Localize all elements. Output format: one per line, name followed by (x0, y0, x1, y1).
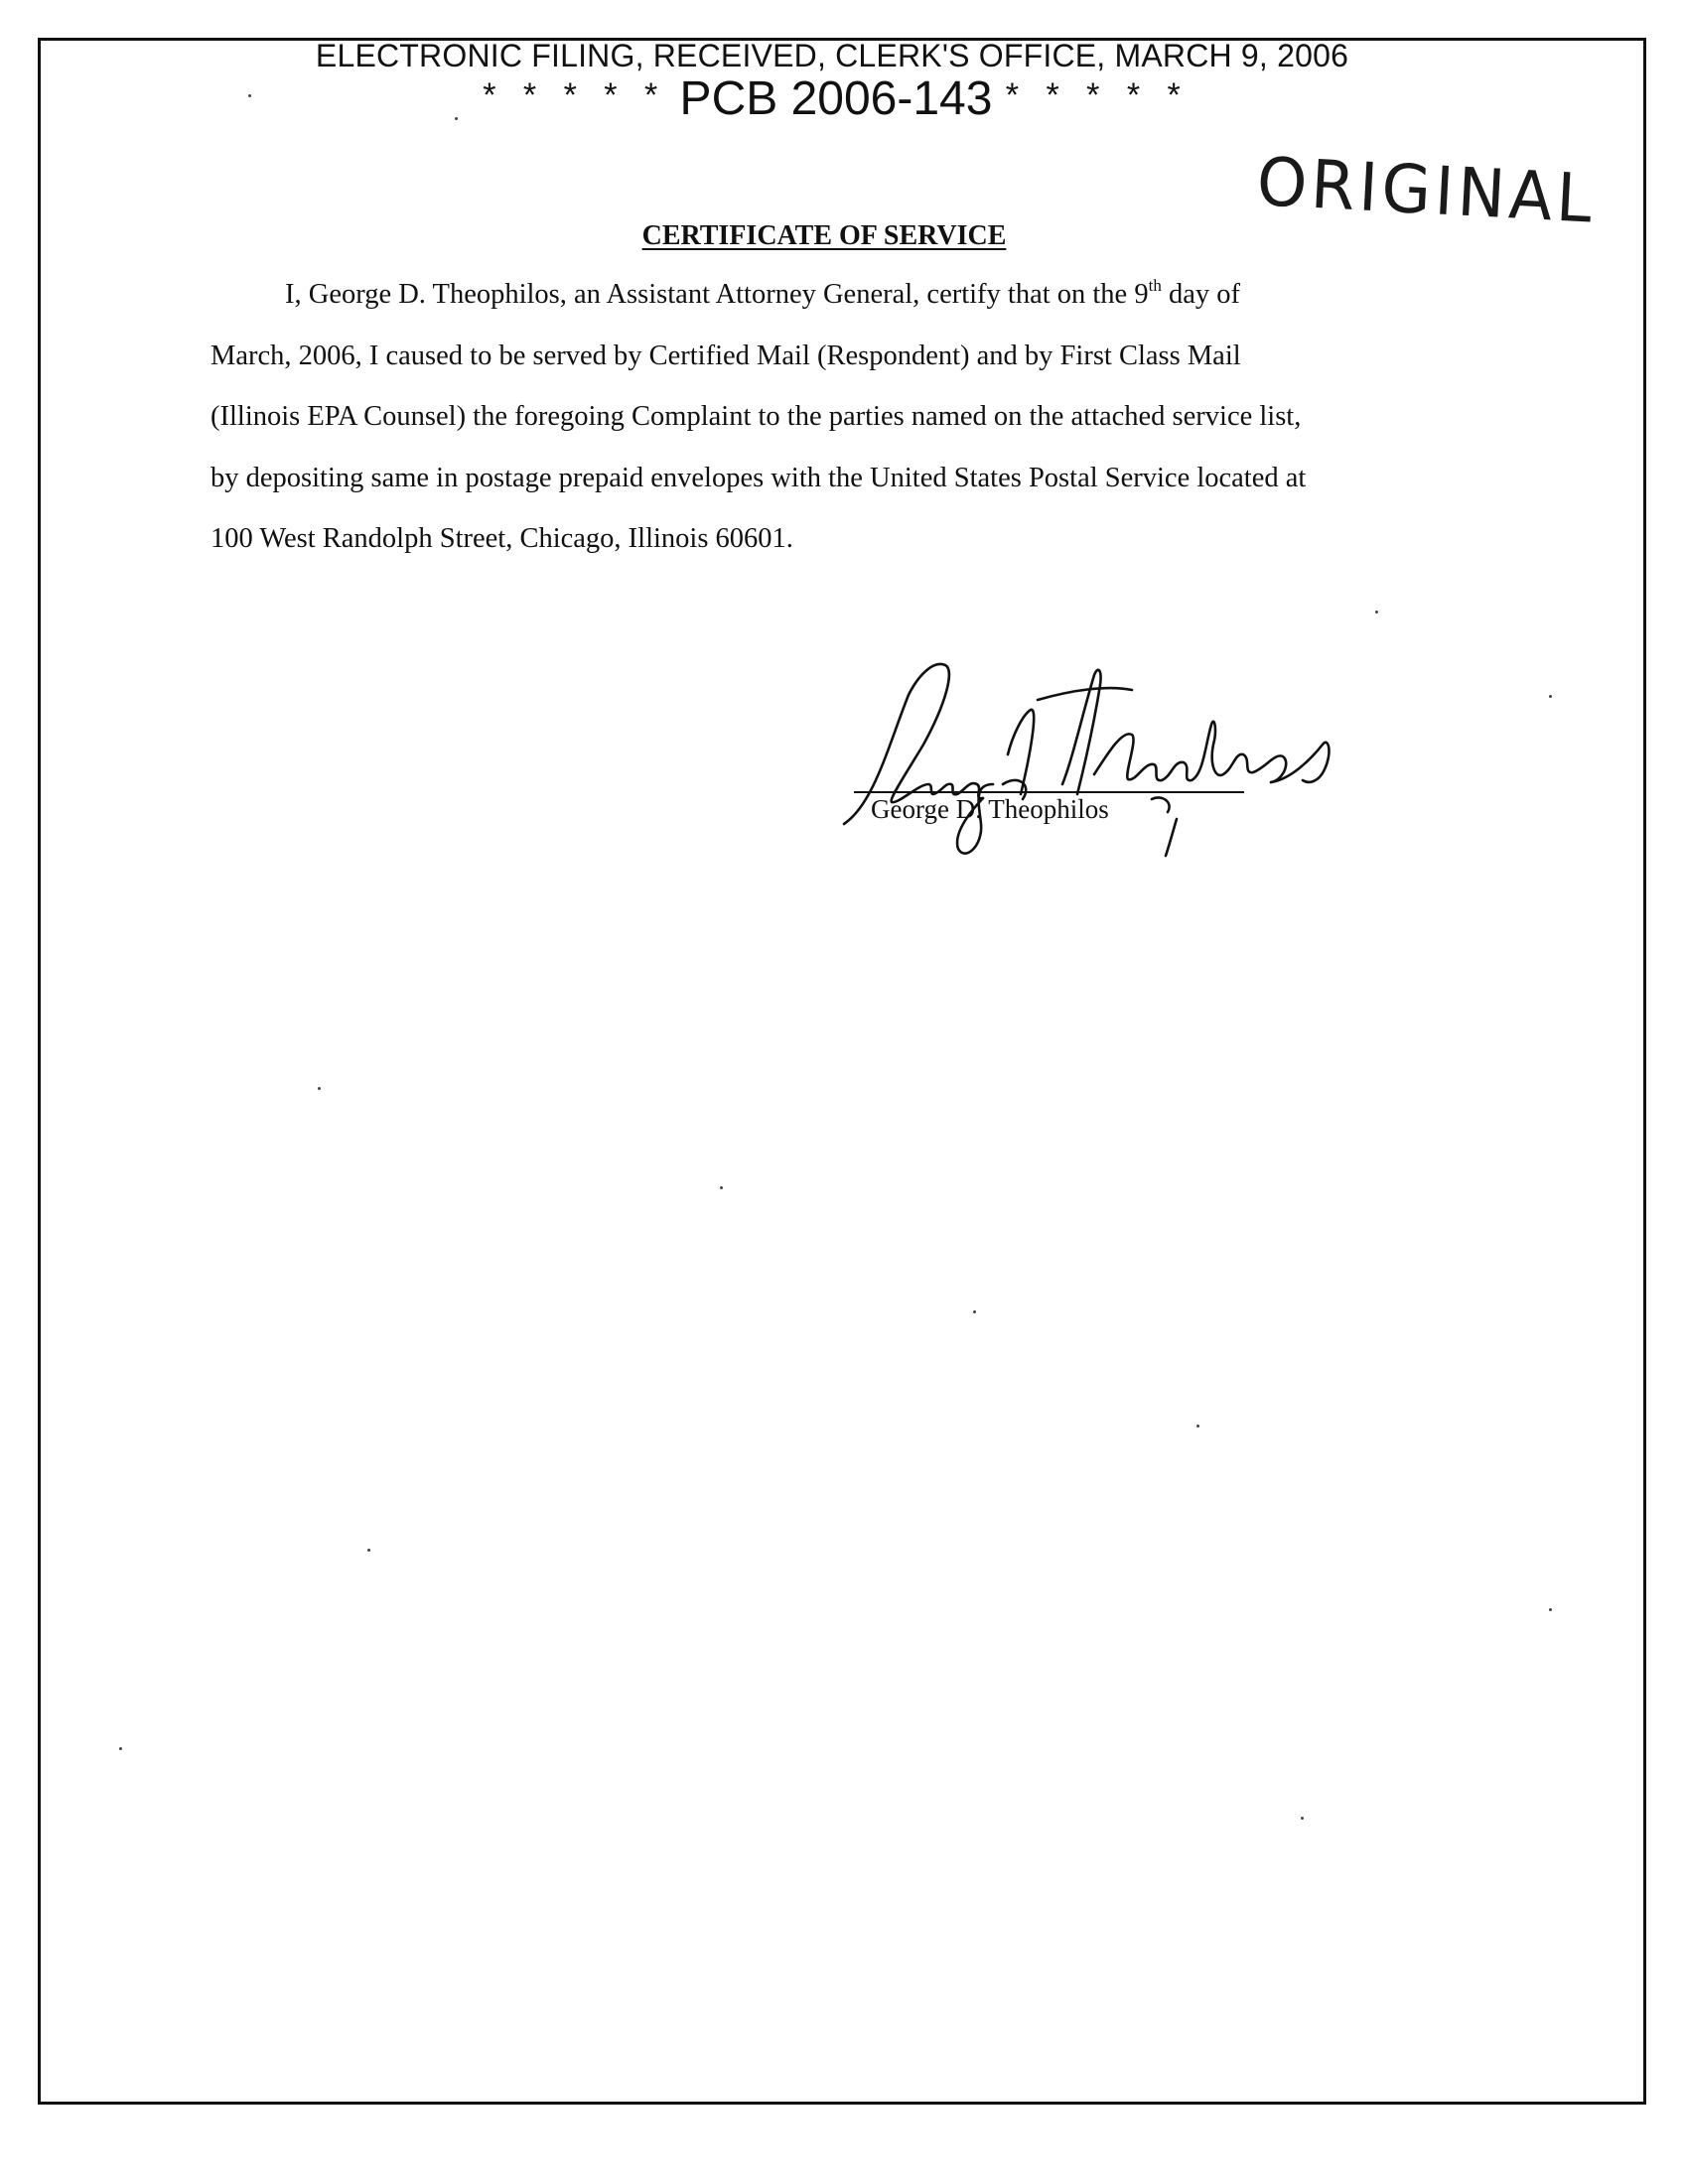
body-line-1 (210, 275, 1462, 337)
signature-stroke-heophilos (1094, 722, 1286, 782)
scan-speck (1549, 1608, 1552, 1611)
scan-speck (1196, 1425, 1199, 1428)
scan-speck (248, 94, 251, 97)
signature-stroke-t (1038, 670, 1132, 794)
scan-speck (720, 1186, 723, 1189)
signature-stroke-small (1152, 797, 1170, 812)
body-line-1-end: day of (1161, 279, 1240, 310)
body-line-2: March, 2006, I caused to be served by Certified Mail (Respondent) and by First Class Mail (210, 340, 1241, 371)
body-line-3: (Illinois EPA Counsel) the foregoing Complaint to the parties named on the attached service list, (210, 401, 1302, 432)
scan-speck (1375, 611, 1378, 614)
original-stamp: ORIGINAL (1254, 144, 1599, 239)
body-line-1-text: I, George D. Theophilos, an Assistant Attorney General, certify that on the 9 (285, 279, 1149, 310)
body-line-4: by depositing same in postage prepaid envelopes with the United States Postal Service located at (210, 462, 1307, 493)
scan-speck (1549, 695, 1552, 698)
scan-speck (119, 1747, 122, 1750)
page-border-tick (1643, 2065, 1646, 2097)
page-border-right (1643, 38, 1646, 2103)
body-line-5: 100 West Randolph Street, Chicago, Illinois 60601. (210, 523, 793, 554)
ordinal-suffix: th (1148, 276, 1162, 295)
signature-stroke-d (1003, 710, 1034, 799)
scan-speck (367, 1549, 370, 1552)
stamp-stars-left: * * * * * (483, 76, 667, 114)
scan-speck (973, 1310, 976, 1313)
scan-speck (1301, 1817, 1304, 1820)
case-number: PCB 2006-143 (679, 72, 993, 125)
scan-speck (455, 117, 458, 120)
signature-line (854, 791, 1244, 793)
certificate-body (210, 275, 1462, 581)
signer-name: George D. Theophilos (871, 794, 1109, 824)
handwritten-signature (834, 635, 1350, 864)
document-title: CERTIFICATE OF SERVICE (641, 220, 1007, 251)
filing-stamp-line: ELECTRONIC FILING, RECEIVED, CLERK'S OFFICE, MARCH 9, 2006 (315, 38, 1349, 73)
stamp-stars-right: * * * * * (1005, 76, 1190, 114)
signature-stroke-slash (1166, 819, 1177, 856)
scan-speck (318, 1087, 321, 1090)
case-number-stamp (0, 71, 1678, 126)
